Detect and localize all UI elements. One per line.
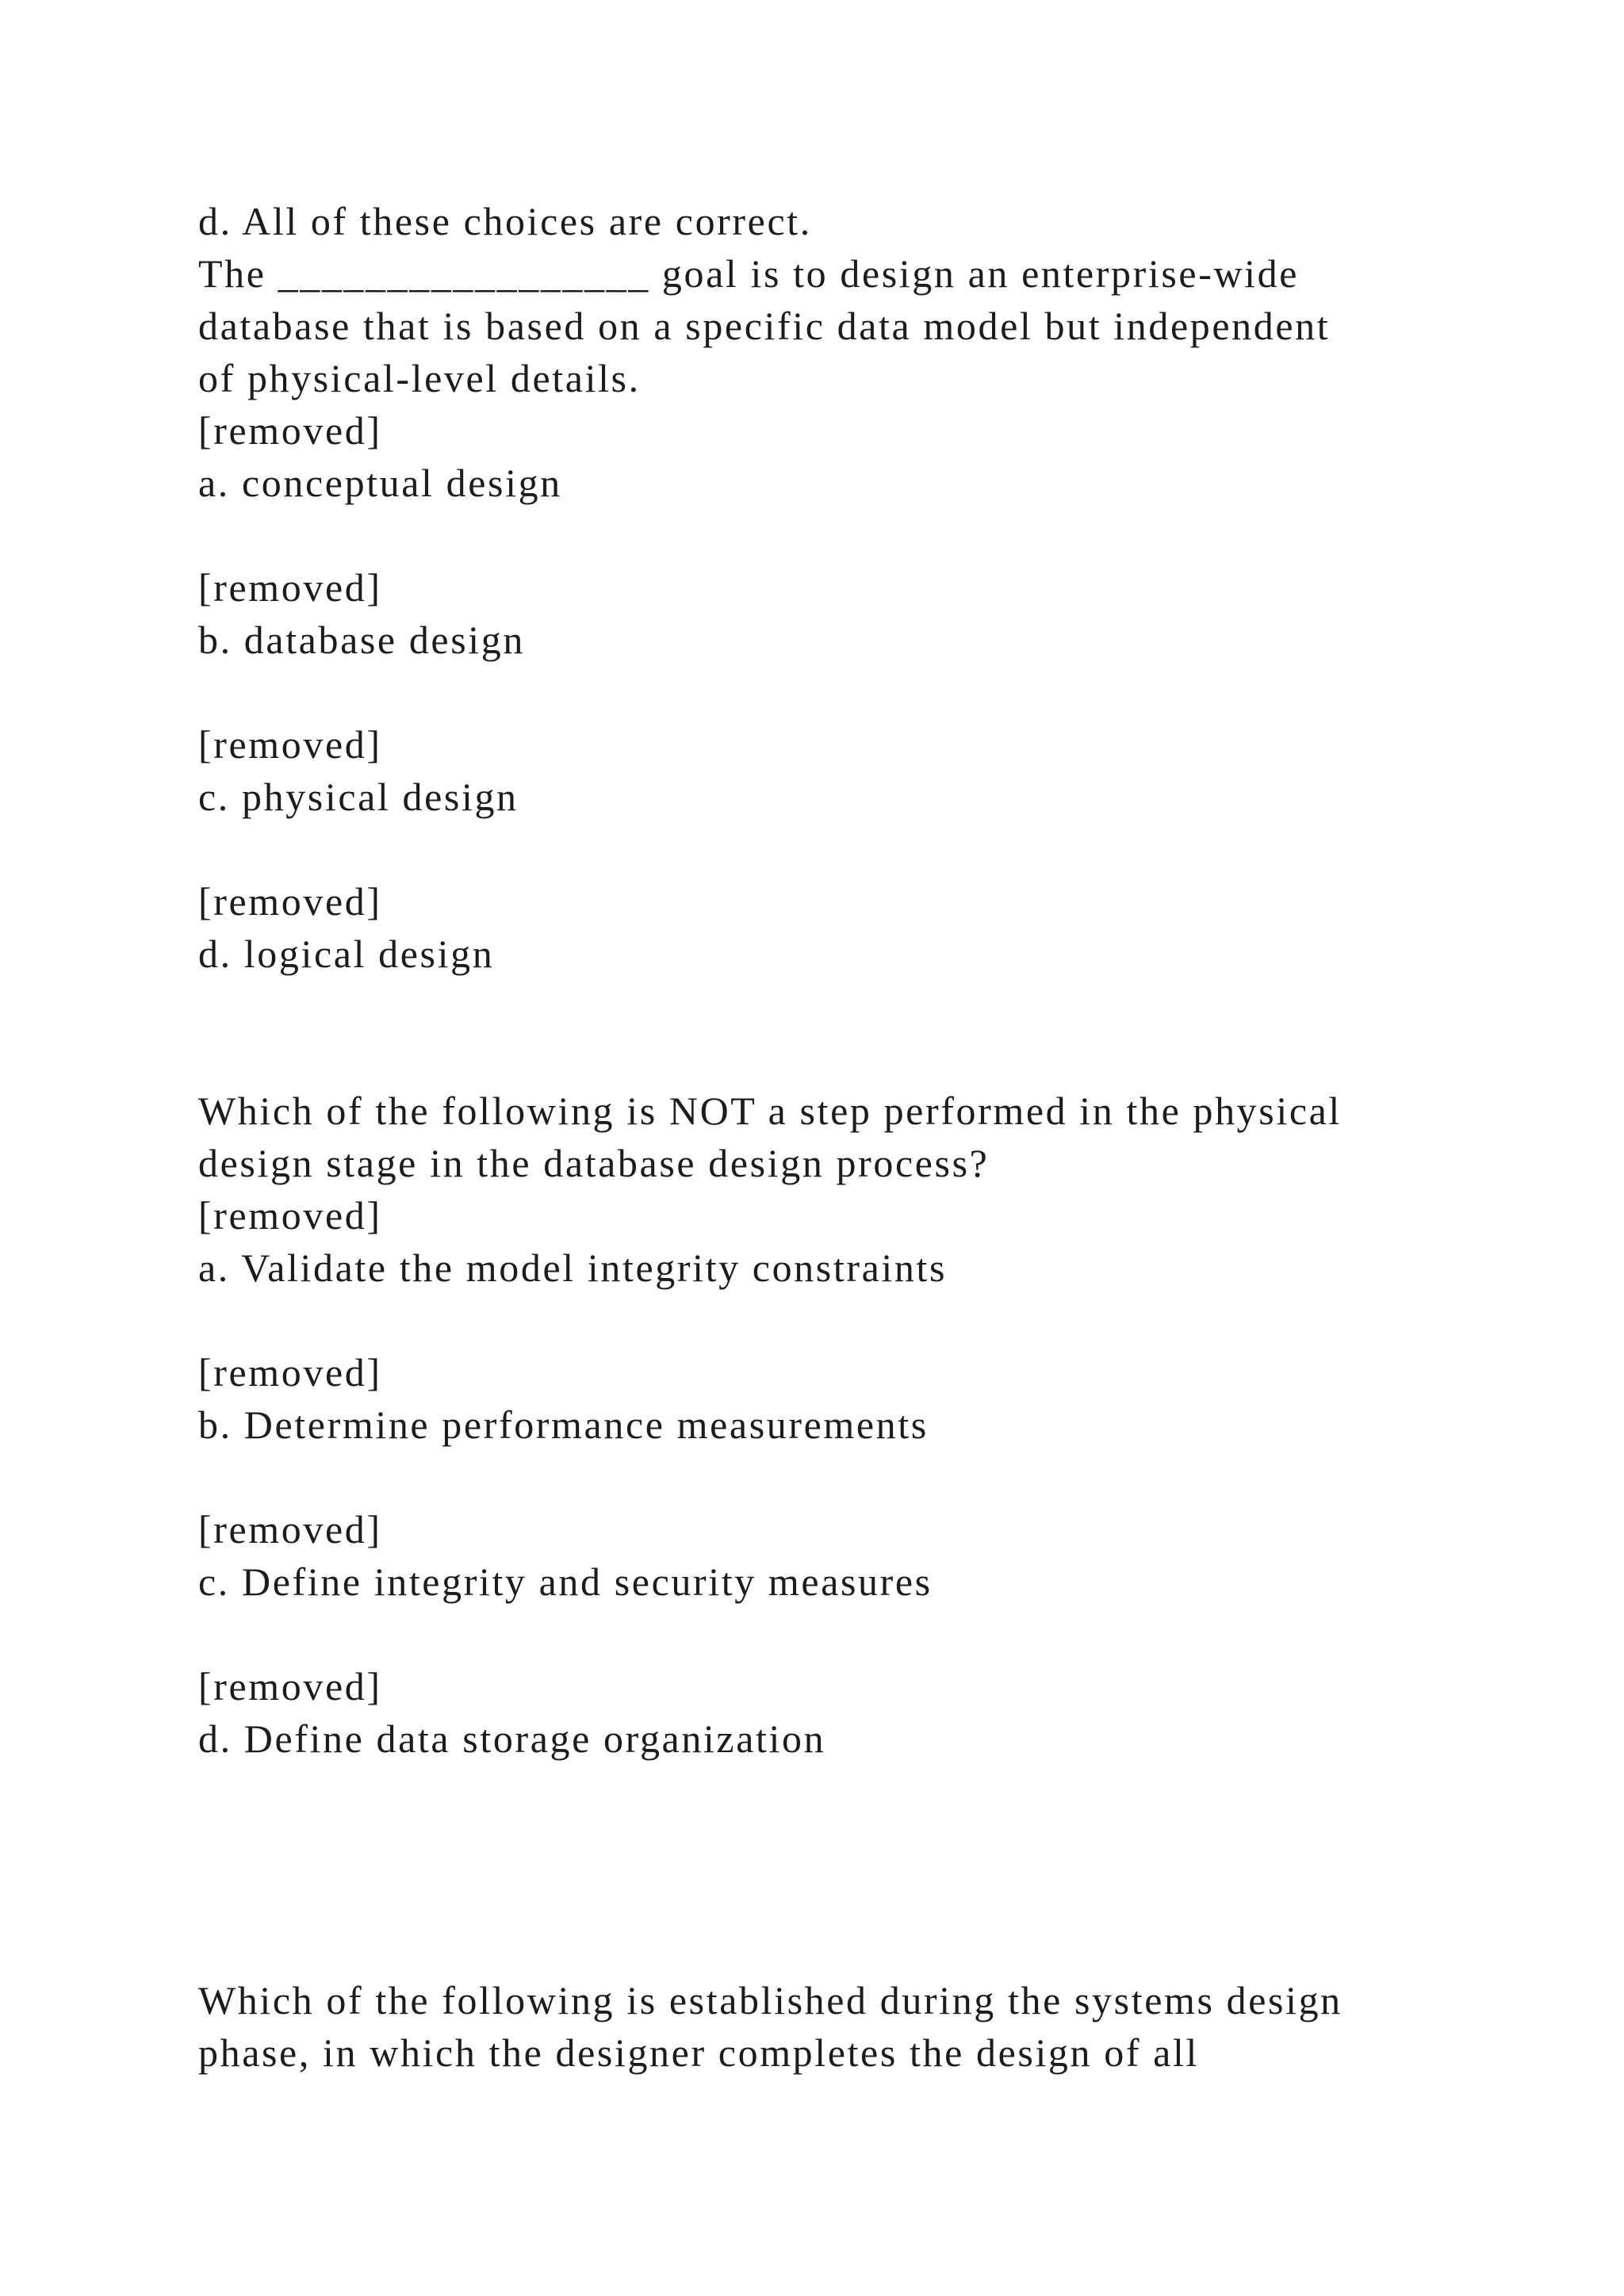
question-1 <box>198 247 1546 980</box>
spacer <box>198 509 1546 561</box>
question-text-line: Which of the following is established during the systems design <box>198 1978 1342 2022</box>
option-label: c. Define integrity and security measures <box>198 1559 933 1604</box>
option-label: c. physical design <box>198 775 519 819</box>
document-body <box>198 195 1546 2079</box>
answer-option-d[interactable] <box>198 875 1546 980</box>
question-text-line: design stage in the database design process? <box>198 1141 990 1185</box>
option-marker: [removed] <box>198 879 382 924</box>
spacer <box>198 1765 1546 1974</box>
option-marker: [removed] <box>198 1507 382 1552</box>
option-marker: [removed] <box>198 1350 382 1395</box>
option-marker: [removed] <box>198 722 382 767</box>
answer-option-a[interactable] <box>198 1189 1546 1294</box>
question-text-line: database that is based on a specific data model but independent <box>198 304 1331 348</box>
prev-question-last-option: d. All of these choices are correct. <box>198 199 812 243</box>
answer-option-d[interactable] <box>198 1660 1546 1765</box>
question-text-line: of physical-level details. <box>198 356 641 400</box>
question-text-line: Which of the following is NOT a step performed in the physical <box>198 1089 1342 1133</box>
answer-option-b[interactable] <box>198 1346 1546 1451</box>
option-label: d. Define data storage organization <box>198 1716 826 1761</box>
answer-option-a[interactable] <box>198 404 1546 509</box>
question-2 <box>198 1085 1546 1765</box>
answer-option-c[interactable] <box>198 718 1546 823</box>
option-marker: [removed] <box>198 1193 382 1238</box>
spacer <box>198 823 1546 875</box>
spacer <box>198 666 1546 718</box>
spacer <box>198 980 1546 1085</box>
option-label: b. database design <box>198 618 525 662</box>
answer-option-c[interactable] <box>198 1503 1546 1608</box>
answer-option-b[interactable] <box>198 561 1546 666</box>
option-marker: [removed] <box>198 1664 382 1709</box>
question-text-line: The _________________ goal is to design an enterprise-wide <box>198 251 1300 296</box>
option-label: d. logical design <box>198 932 495 976</box>
spacer <box>198 1294 1546 1346</box>
spacer <box>198 1451 1546 1503</box>
option-label: a. conceptual design <box>198 461 562 505</box>
option-label: b. Determine performance measurements <box>198 1402 929 1447</box>
question-3 <box>198 1974 1546 2079</box>
option-label: a. Validate the model integrity constraints <box>198 1246 948 1290</box>
option-marker: [removed] <box>198 408 382 453</box>
option-marker: [removed] <box>198 565 382 610</box>
question-text-line: phase, in which the designer completes the design of all <box>198 2030 1199 2075</box>
spacer <box>198 1608 1546 1660</box>
